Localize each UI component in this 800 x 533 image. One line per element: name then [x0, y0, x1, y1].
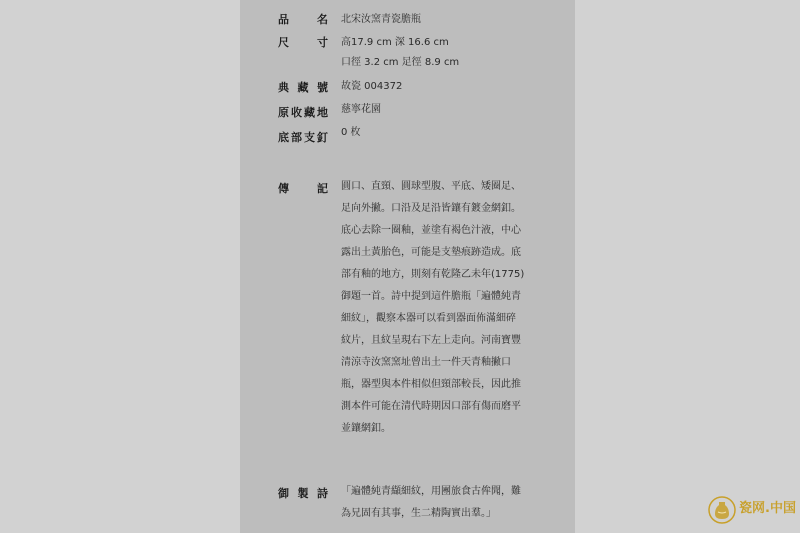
biography-line: 部有釉的地方，則刻有乾隆乙未年(1775): [341, 269, 525, 280]
biography-line: 並鑲網釦。: [341, 423, 391, 434]
watermark-text: 瓷网.中国: [739, 501, 796, 516]
label-catalog: 典 藏 號: [278, 81, 328, 94]
label-biography: 傳 記: [278, 182, 328, 195]
biography-line: 紋片，且紋呈現右下左上走向。河南寶豐: [341, 335, 521, 346]
biography-line: 測本件可能在清代時期因口部有傷而磨平: [341, 401, 521, 412]
poem-line: 為兄固有其事，生二精陶實出羣。」: [341, 508, 496, 519]
biography-line: 清涼寺汝窯窯址曾出土一件天青釉撇口: [341, 357, 511, 368]
label-origin: 原 收 藏 地: [278, 106, 328, 119]
label-size: 尺 寸: [278, 36, 328, 49]
document-page: [240, 0, 575, 533]
biography-line: 足向外撇。口沿及足沿皆鑲有鍍金網釦。: [341, 203, 521, 214]
value-nails: 0 枚: [341, 127, 361, 138]
biography-line: 圓口、直頸、圓球型腹、平底、矮圈足、: [341, 181, 521, 192]
label-poem: 御 製 詩: [278, 487, 328, 500]
biography-line: 露出土黃胎色，可能是支墊痕跡造成。底: [341, 247, 521, 258]
label-nails: 底 部 支 釘: [278, 131, 328, 144]
poem-line: 「遍體純青纈細紋，用團旅食古侔聞，難: [341, 486, 521, 497]
value-size-line1: 高17.9 cm 深 16.6 cm: [341, 37, 449, 48]
label-name: 品 名: [278, 13, 328, 26]
biography-line: 細紋」，觀察本器可以看到器面佈滿細碎: [341, 313, 516, 324]
biography-line: 底心去除一圈釉，並塗有褐色汁液，中心: [341, 225, 521, 236]
value-catalog: 故瓷 004372: [341, 81, 403, 92]
vase-emblem-icon: [707, 495, 737, 525]
value-origin: 慈寧花園: [341, 104, 381, 115]
biography-line: 瓶，器型與本件相似但頸部較長，因此推: [341, 379, 521, 390]
biography-line: 御題一首。詩中提到這件膽瓶「遍體純青: [341, 291, 521, 302]
value-size-line2: 口徑 3.2 cm 足徑 8.9 cm: [341, 57, 460, 68]
watermark-logo: [707, 495, 797, 525]
value-name: 北宋汝窯青瓷膽瓶: [341, 14, 421, 25]
